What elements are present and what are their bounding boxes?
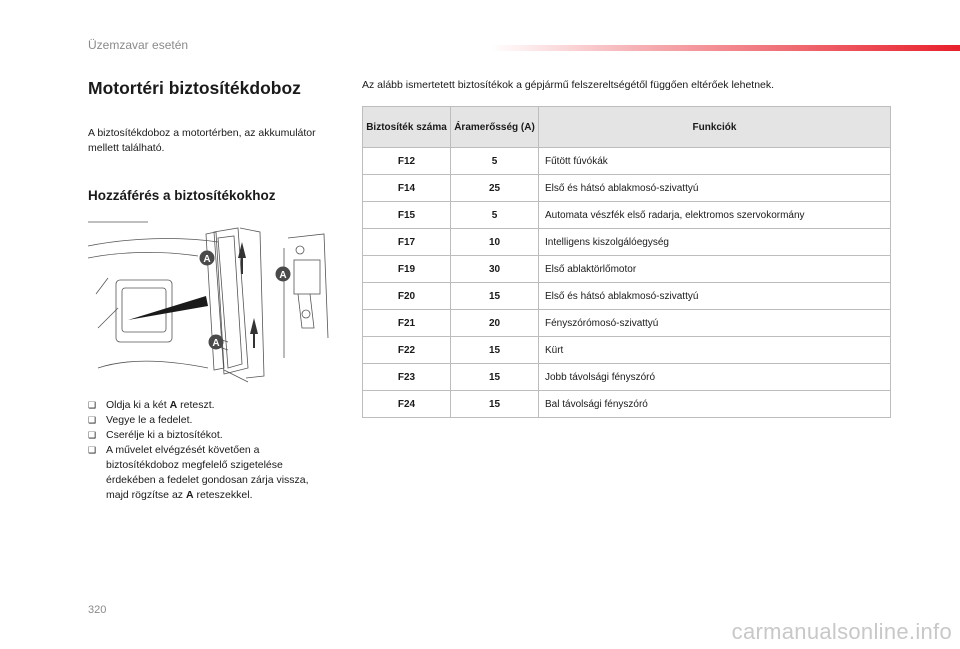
intro-text: A biztosítékdoboz a motortérben, az akkumulátor mellett található. [88, 127, 316, 154]
checkbox-bullet-icon: ❑ [88, 445, 97, 455]
table-row: F15 5 Automata vészfék első radarja, elektromos szervokormány [363, 202, 891, 229]
page-title: Motortéri biztosítékdoboz [88, 78, 301, 98]
step-list [88, 398, 328, 503]
variation-note: Az alább ismertetett biztosítékok a gépjármű felszereltségétől függően eltérőek lehetnek. [362, 79, 775, 91]
header-amperage: Áramerősség (A) [451, 107, 539, 148]
table-row: F14 25 Első és hátsó ablakmosó-szivattyú [363, 175, 891, 202]
step-item: ❑ Oldja ki a két A reteszt. [88, 399, 215, 411]
section-header: Üzemzavar esetén [88, 38, 189, 52]
header-fuse-number: Biztosíték száma [363, 107, 451, 148]
accent-bar [490, 45, 960, 51]
table-row: F17 10 Intelligens kiszolgálóegység [363, 229, 891, 256]
step-item: ❑ A művelet elvégzését követően a biztosítékdoboz megfelelő szigetelése érdekében a fedelet gondosan zárja vissza, majd rögzítse az A reteszekkel. [88, 444, 309, 501]
table-row: F21 20 Fényszórómosó-szivattyú [363, 310, 891, 337]
step-item: ❑ Cserélje ki a biztosítékot. [88, 429, 223, 441]
header-functions: Funkciók [539, 107, 891, 148]
checkbox-bullet-icon: ❑ [88, 415, 97, 425]
table-row: F19 30 Első ablaktörlőmotor [363, 256, 891, 283]
table-row: F22 15 Kürt [363, 337, 891, 364]
table-row: F24 15 Bal távolsági fényszóró [363, 391, 891, 418]
table-header-row [363, 107, 891, 148]
svg-text:A: A [203, 254, 211, 265]
page-number: 320 [88, 604, 107, 616]
checkbox-bullet-icon: ❑ [88, 400, 97, 410]
checkbox-bullet-icon: ❑ [88, 430, 97, 440]
watermark: carmanualsonline.info [731, 619, 952, 644]
svg-text:A: A [212, 338, 220, 349]
table-row: F23 15 Jobb távolsági fényszóró [363, 364, 891, 391]
step-item: ❑ Vegye le a fedelet. [88, 414, 193, 426]
fuse-table [362, 106, 891, 418]
table-row: F20 15 Első és hátsó ablakmosó-szivattyú [363, 283, 891, 310]
table-row: F12 5 Fűtött fúvókák [363, 148, 891, 175]
svg-text:A: A [279, 270, 287, 281]
access-title: Hozzáférés a biztosítékokhoz [88, 188, 276, 203]
fuse-box-illustration [88, 218, 332, 386]
